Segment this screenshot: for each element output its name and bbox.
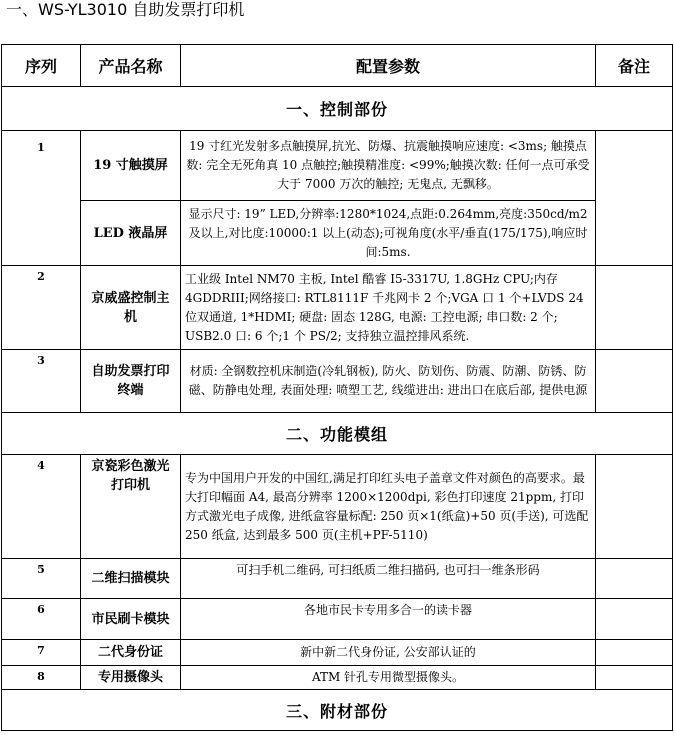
section-row-function xyxy=(2,413,673,455)
section-title: 三、附材部份 xyxy=(2,690,673,731)
note-cell xyxy=(596,599,673,640)
product-name: 京瓷彩色激光打印机 xyxy=(81,455,181,559)
note-cell xyxy=(596,266,673,350)
header-name: 产品名称 xyxy=(81,45,181,87)
table-row xyxy=(2,640,673,666)
row-number: 4 xyxy=(2,455,81,559)
note-cell xyxy=(596,455,673,559)
header-row xyxy=(2,45,673,87)
row-number: 6 xyxy=(2,599,81,640)
config-spec: 专为中国用户开发的中国红,满足打印红头电子盖章文件对颜色的高要求。最大打印幅面 A4, 最高分辨率 1200×1200dpi, 彩色打印速度 21ppm, 打印方式激光电子成像, 进纸盒容量标配: 250 页×1(纸盒)+50 页(手送), 可选配 250 纸盒, 达到最多 500 页(主机+PF-5110) xyxy=(181,455,596,559)
header-note: 备注 xyxy=(596,45,673,87)
product-name: LED 液晶屏 xyxy=(81,201,181,266)
table-row xyxy=(2,201,673,266)
product-name: 专用摄像头 xyxy=(81,666,181,690)
row-number: 2 xyxy=(2,266,81,350)
note-cell xyxy=(596,350,673,413)
config-spec: 19 寸红光发射多点触摸屏,抗光、防爆、抗震触摸响应速度: <3ms; 触摸点数: 完全无死角真 10 点触控;触摸精准度: <99%;触摸次数: 任何一点可承受大于 7000 万次的触控; 无鬼点, 无飘移。 xyxy=(181,131,596,201)
product-name: 二维扫描模块 xyxy=(81,559,181,599)
section-title: 二、功能模组 xyxy=(2,413,673,455)
config-spec: 可扫手机二维码, 可扫纸质二维扫描码, 也可扫一维条形码 xyxy=(181,559,596,599)
spec-table xyxy=(1,44,673,731)
row-number: 1 xyxy=(2,131,81,266)
table-row xyxy=(2,350,673,413)
note-cell xyxy=(596,131,673,266)
row-number: 8 xyxy=(2,666,81,690)
config-spec: 工业级 Intel NM70 主板, Intel 酷睿 I5-3317U, 1.8GHz CPU;内存4GDDRIII;网络接口: RTL8111F 千兆网卡 2 个;VGA 口 1 个+LVDS 24位双通道, 1*HDMI; 硬盘: 固态 128G, 电源: 工控电源; 串口数: 2 个; USB2.0 口: 6 个;1 个 PS/2; 支持独立温控排风系统. xyxy=(181,266,596,350)
product-name: 市民刷卡模块 xyxy=(81,599,181,640)
section-row-control xyxy=(2,87,673,131)
table-row xyxy=(2,455,673,559)
row-number: 7 xyxy=(2,640,81,666)
note-cell xyxy=(596,666,673,690)
config-spec: 显示尺寸: 19” LED,分辨率:1280*1024,点距:0.264mm,亮度:350cd/m2 及以上,对比度:10000:1 以上(动态);可视角度(水平/垂直(175/175),响应时间:5ms. xyxy=(181,201,596,266)
product-name: 京威盛控制主机 xyxy=(81,266,181,350)
note-cell xyxy=(596,640,673,666)
table-row xyxy=(2,666,673,690)
header-config: 配置参数 xyxy=(181,45,596,87)
config-spec: ATM 针孔专用微型摄像头。 xyxy=(181,666,596,690)
row-number: 5 xyxy=(2,559,81,599)
product-name: 19 寸触摸屏 xyxy=(81,131,181,201)
config-spec: 材质: 全钢数控机床制造(冷轧钢板), 防火、防划伤、防震、防潮、防锈、防磁、防静电处理, 表面处理: 喷塑工艺, 线缆进出: 进出口在底后部, 提供电源 xyxy=(181,350,596,413)
product-name: 二代身份证 xyxy=(81,640,181,666)
table-row xyxy=(2,131,673,201)
note-cell xyxy=(596,559,673,599)
section-title: 一、控制部份 xyxy=(2,87,673,131)
product-name: 自助发票打印终端 xyxy=(81,350,181,413)
config-spec: 新中新二代身份证, 公安部认证的 xyxy=(181,640,596,666)
table-row xyxy=(2,559,673,599)
header-no: 序列 xyxy=(2,45,81,87)
document-heading: 一、WS-YL3010 自助发票打印机 xyxy=(6,0,245,19)
table-row xyxy=(2,266,673,350)
config-spec: 各地市民卡专用多合一的读卡器 xyxy=(181,599,596,640)
section-row-accessory xyxy=(2,690,673,731)
table-row xyxy=(2,599,673,640)
row-number: 3 xyxy=(2,350,81,413)
